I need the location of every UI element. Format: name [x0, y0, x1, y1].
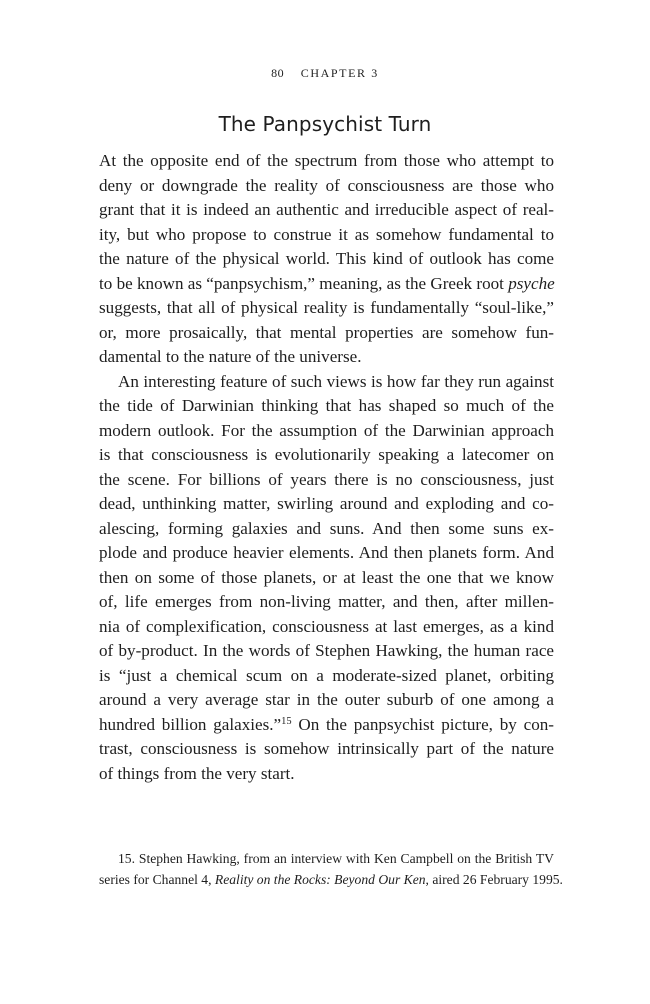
- text-line: At the opposite end of the spectrum from those who attempt to: [99, 151, 554, 170]
- italic-word: psyche: [508, 273, 555, 293]
- text-segment: series for Channel 4,: [99, 872, 215, 887]
- running-head: [0, 66, 650, 81]
- text-segment: hundred billion galaxies.”: [99, 714, 282, 734]
- text-line: [99, 272, 554, 297]
- text-line: alescing, forming galaxies and suns. And then some suns ex-: [99, 518, 554, 538]
- text-line: or, more prosaically, that mental properties are somehow fun-: [99, 322, 554, 342]
- text-line: the tide of Darwinian thinking that has shaped so much of the: [99, 396, 554, 415]
- section-title: The Panpsychist Turn: [218, 112, 432, 136]
- footnote-line: 15. Stephen Hawking, from an interview with Ken Campbell on the British TV: [118, 851, 554, 866]
- text-line: around a very average star in the outer suburb of one among a: [99, 690, 554, 709]
- page-number: 80: [271, 66, 285, 80]
- text-line: ity, but who propose to construe it as somehow fundamental to: [99, 224, 554, 244]
- text-line: modern outlook. For the assumption of the Darwinian approach: [99, 420, 554, 440]
- text-line: damental to the nature of the universe.: [99, 347, 362, 366]
- text-line: is “just a chemical scum on a moderate-sized planet, orbiting: [99, 665, 554, 685]
- text-line: plode and produce heavier elements. And then planets form. And: [99, 543, 554, 562]
- text-line: [99, 713, 554, 738]
- text-line: of things from the very start.: [99, 763, 295, 783]
- text-segment: On the panpsychist picture, by con-: [291, 714, 554, 734]
- text-line: suggests, that all of physical reality is fundamentally “soul-like,”: [99, 298, 554, 317]
- chapter-label: CHAPTER 3: [300, 66, 379, 80]
- text-segment: , aired 26 February 1995.: [425, 872, 563, 887]
- text-line: trast, consciousness is somehow intrinsically part of the nature: [99, 739, 554, 758]
- paragraph-1: [99, 149, 554, 370]
- text-line: then on some of those planets, or at least the one that we know: [99, 567, 554, 587]
- text-line: nia of complexification, consciousness at last emerges, as a kind: [99, 616, 554, 636]
- text-line: of, life emerges from non-living matter, and then, after millen-: [99, 592, 554, 611]
- text-line: is that consciousness is evolutionarily speaking a latecomer on: [99, 445, 554, 464]
- text-line: the scene. For billions of years there is no consciousness, just: [99, 469, 554, 489]
- paragraph-2: [99, 370, 554, 787]
- italic-title: Reality on the Rocks: Beyond Our Ken: [214, 872, 426, 887]
- footnote: [99, 848, 563, 890]
- text-line: dead, unthinking matter, swirling around and exploding and co-: [99, 494, 554, 513]
- text-line: deny or downgrade the reality of consciousness are those who: [99, 175, 554, 195]
- text-line: grant that it is indeed an authentic and irreducible aspect of real-: [99, 200, 554, 219]
- text-line: An interesting feature of such views is how far they run against: [118, 371, 554, 391]
- footnote-line: [99, 869, 563, 890]
- footnote-reference[interactable]: 15: [281, 715, 292, 727]
- text-segment: to be known as “panpsychism,” meaning, as the Greek root: [99, 273, 509, 293]
- text-line: the nature of the physical world. This kind of outlook has come: [99, 249, 554, 268]
- body-text: [99, 149, 554, 786]
- text-line: of by-product. In the words of Stephen Hawking, the human race: [99, 641, 554, 660]
